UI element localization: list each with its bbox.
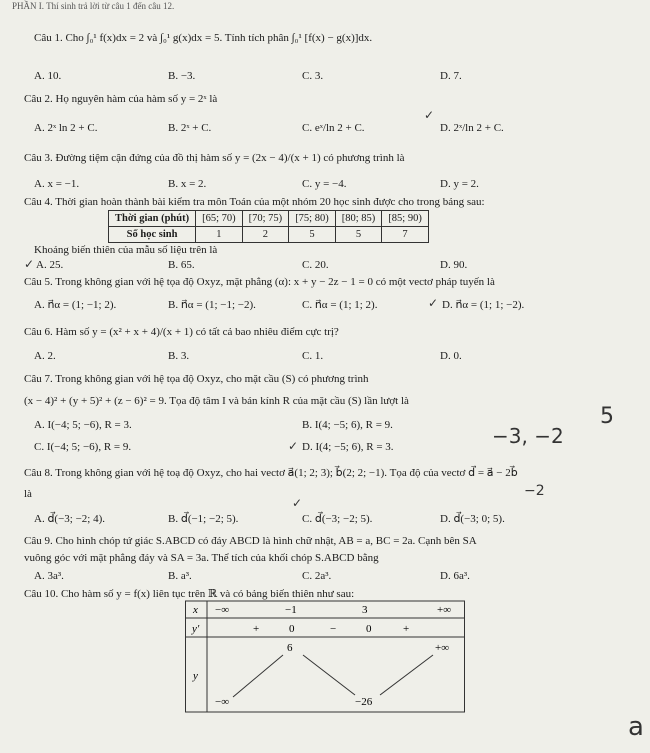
bbt-x-label: x <box>193 604 198 616</box>
bbt-x-value: +∞ <box>437 604 452 616</box>
q2-option-b: B. 2ˣ + C. <box>168 122 212 134</box>
bbt-y-value: −26 <box>355 696 373 708</box>
bbt-sign: + <box>403 623 410 635</box>
q4-option-c: C. 20. <box>302 259 329 271</box>
bbt-arrow-up <box>233 655 283 697</box>
q6-option-c: C. 1. <box>302 350 324 362</box>
q2-option-c: C. eˣ/ln 2 + C. <box>302 122 365 134</box>
table-header-cell: Số học sinh <box>109 227 196 243</box>
q1-option-d: D. 7. <box>440 70 462 82</box>
q3-option-c: C. y = −4. <box>302 178 347 190</box>
check-mark-icon: ✓ <box>288 439 299 453</box>
q2-stem: Câu 2. Họ nguyên hàm của hàm số y = 2ˣ là <box>24 93 218 105</box>
table-cell: 5 <box>289 227 336 243</box>
q1-option-b: B. −3. <box>168 70 196 82</box>
q6-option-b: B. 3. <box>168 350 190 362</box>
check-mark-icon: ✓ <box>428 296 439 310</box>
q9-option-b: B. a³. <box>168 570 192 582</box>
table-cell: 1 <box>196 227 243 243</box>
q3-option-a: A. x = −1. <box>34 178 80 190</box>
bbt-arrow-up <box>380 655 433 695</box>
q2-option-a: A. 2ˣ ln 2 + C. <box>34 122 98 134</box>
table-cell: 2 <box>242 227 289 243</box>
bbt-y-value: +∞ <box>435 642 450 654</box>
q4-option-d: D. 90. <box>440 259 468 271</box>
q5-stem: Câu 5. Trong không gian với hệ tọa độ Oxyz, mặt phẳng (α): x + y − 2z − 1 = 0 có một vectơ pháp tuyến là <box>24 276 495 288</box>
q8-stem-line1: Câu 8. Trong không gian với hệ toạ độ Oxyz, cho hai vectơ a⃗(1; 2; 3); b⃗(2; 2; −1). Tọa độ của vectơ d⃗ = a⃗ − 2b⃗ <box>24 467 518 479</box>
table-cell: [65; 70) <box>196 211 243 227</box>
q9-option-c: C. 2a³. <box>302 570 332 582</box>
bbt-x-value: 3 <box>362 604 368 616</box>
variation-table <box>185 587 465 713</box>
section-header: PHẦN I. Thí sinh trả lời từ câu 1 đến câu 12. <box>12 1 175 11</box>
table-cell: [70; 75) <box>242 211 289 227</box>
handwritten-note: −3, −2 <box>492 424 564 448</box>
q10-stem: Câu 10. Cho hàm số y = f(x) liên tục trên ℝ và có bảng biến thiên như sau: <box>24 588 355 600</box>
q5-option-d: D. n⃗α = (1; 1; −2). <box>442 299 525 311</box>
bbt-sign: 0 <box>289 623 295 635</box>
q9-stem-line1: Câu 9. Cho hình chóp tứ giác S.ABCD có đáy ABCD là hình chữ nhật, AB = a, BC = 2a. Cạnh bên SA <box>24 535 477 547</box>
check-mark-icon: ✓ <box>424 108 435 122</box>
q4-followup: Khoảng biến thiên của mẫu số liệu trên là <box>34 244 218 256</box>
q1-stem: Câu 1. Cho ∫₀¹ f(x)dx = 2 và ∫₀¹ g(x)dx = 5. Tính tích phân ∫₀¹ [f(x) − g(x)]dx. <box>34 32 373 44</box>
table-header-cell: Thời gian (phút) <box>109 211 196 227</box>
table-cell: [75; 80) <box>289 211 336 227</box>
bbt-sign: 0 <box>366 623 372 635</box>
q4-stem: Câu 4. Thời gian hoàn thành bài kiểm tra môn Toán của một nhóm 20 học sinh được cho trong bảng sau: <box>24 196 485 208</box>
q6-option-d: D. 0. <box>440 350 462 362</box>
table-cell: 5 <box>335 227 382 243</box>
handwritten-note: −2 <box>524 483 545 499</box>
q9-option-a: A. 3a³. <box>34 570 64 582</box>
q4-option-b: B. 65. <box>168 259 195 271</box>
q8-stem-line2: là <box>24 488 32 500</box>
q3-stem: Câu 3. Đường tiệm cận đứng của đồ thị hàm số y = (2x − 4)/(x + 1) có phương trình là <box>24 152 405 164</box>
q8-option-d: D. d⃗(−3; 0; 5). <box>440 513 505 525</box>
q9-option-d: D. 6a³. <box>440 570 470 582</box>
q8-option-a: A. d⃗(−3; −2; 4). <box>34 513 106 525</box>
q5-option-c: C. n⃗α = (1; 1; 2). <box>302 299 378 311</box>
q4-option-a: A. 25. <box>36 259 64 271</box>
bbt-yp-label: y′ <box>192 623 200 635</box>
q7-option-d: D. I(4; −5; 6), R = 3. <box>302 441 394 453</box>
q5-option-b: B. n⃗α = (1; −1; −2). <box>168 299 256 311</box>
handwritten-note: a <box>628 712 644 742</box>
q7-option-b: B. I(4; −5; 6), R = 9. <box>302 419 393 431</box>
table-row <box>109 211 429 227</box>
bbt-y-value: 6 <box>287 642 293 654</box>
bbt-x-value: −1 <box>285 604 297 616</box>
q6-stem: Câu 6. Hàm số y = (x² + x + 4)/(x + 1) có tất cả bao nhiêu điểm cực trị? <box>24 326 339 338</box>
check-mark-icon: ✓ <box>292 496 303 510</box>
table-row <box>109 227 429 243</box>
check-mark-icon: ✓ <box>24 257 35 271</box>
q8-option-c: C. d⃗(−3; −2; 5). <box>302 513 373 525</box>
bbt-x-value: −∞ <box>215 604 230 616</box>
bbt-sign: + <box>253 623 260 635</box>
bbt-y-value: −∞ <box>215 696 230 708</box>
q3-option-d: D. y = 2. <box>440 178 479 190</box>
q7-stem-line2: (x − 4)² + (y + 5)² + (z − 6)² = 9. Tọa độ tâm I và bán kính R của mặt cầu (S) lần lượt là <box>24 395 409 407</box>
q3-option-b: B. x = 2. <box>168 178 207 190</box>
bbt-arrow-down <box>303 655 355 695</box>
q7-stem-line1: Câu 7. Trong không gian với hệ tọa độ Oxyz, cho mặt cầu (S) có phương trình <box>24 373 369 385</box>
q7-option-c: C. I(−4; 5; −6), R = 9. <box>34 441 132 453</box>
table-cell: 7 <box>382 227 429 243</box>
q7-option-a: A. I(−4; 5; −6), R = 3. <box>34 419 132 431</box>
frequency-table <box>108 210 429 243</box>
q1-option-c: C. 3. <box>302 70 324 82</box>
table-cell: [80; 85) <box>335 211 382 227</box>
bbt-sign: − <box>330 623 337 635</box>
q1-option-a: A. 10. <box>34 70 62 82</box>
q6-option-a: A. 2. <box>34 350 56 362</box>
q9-stem-line2: vuông góc với mặt phẳng đáy và SA = 3a. Thể tích của khối chóp S.ABCD bằng <box>24 552 379 564</box>
bbt-y-label: y <box>193 670 198 682</box>
q8-option-b: B. d⃗(−1; −2; 5). <box>168 513 239 525</box>
table-cell: [85; 90) <box>382 211 429 227</box>
q5-option-a: A. n⃗α = (1; −1; 2). <box>34 299 117 311</box>
handwritten-note: 5 <box>600 404 614 429</box>
q2-option-d: D. 2ˣ/ln 2 + C. <box>440 122 504 134</box>
